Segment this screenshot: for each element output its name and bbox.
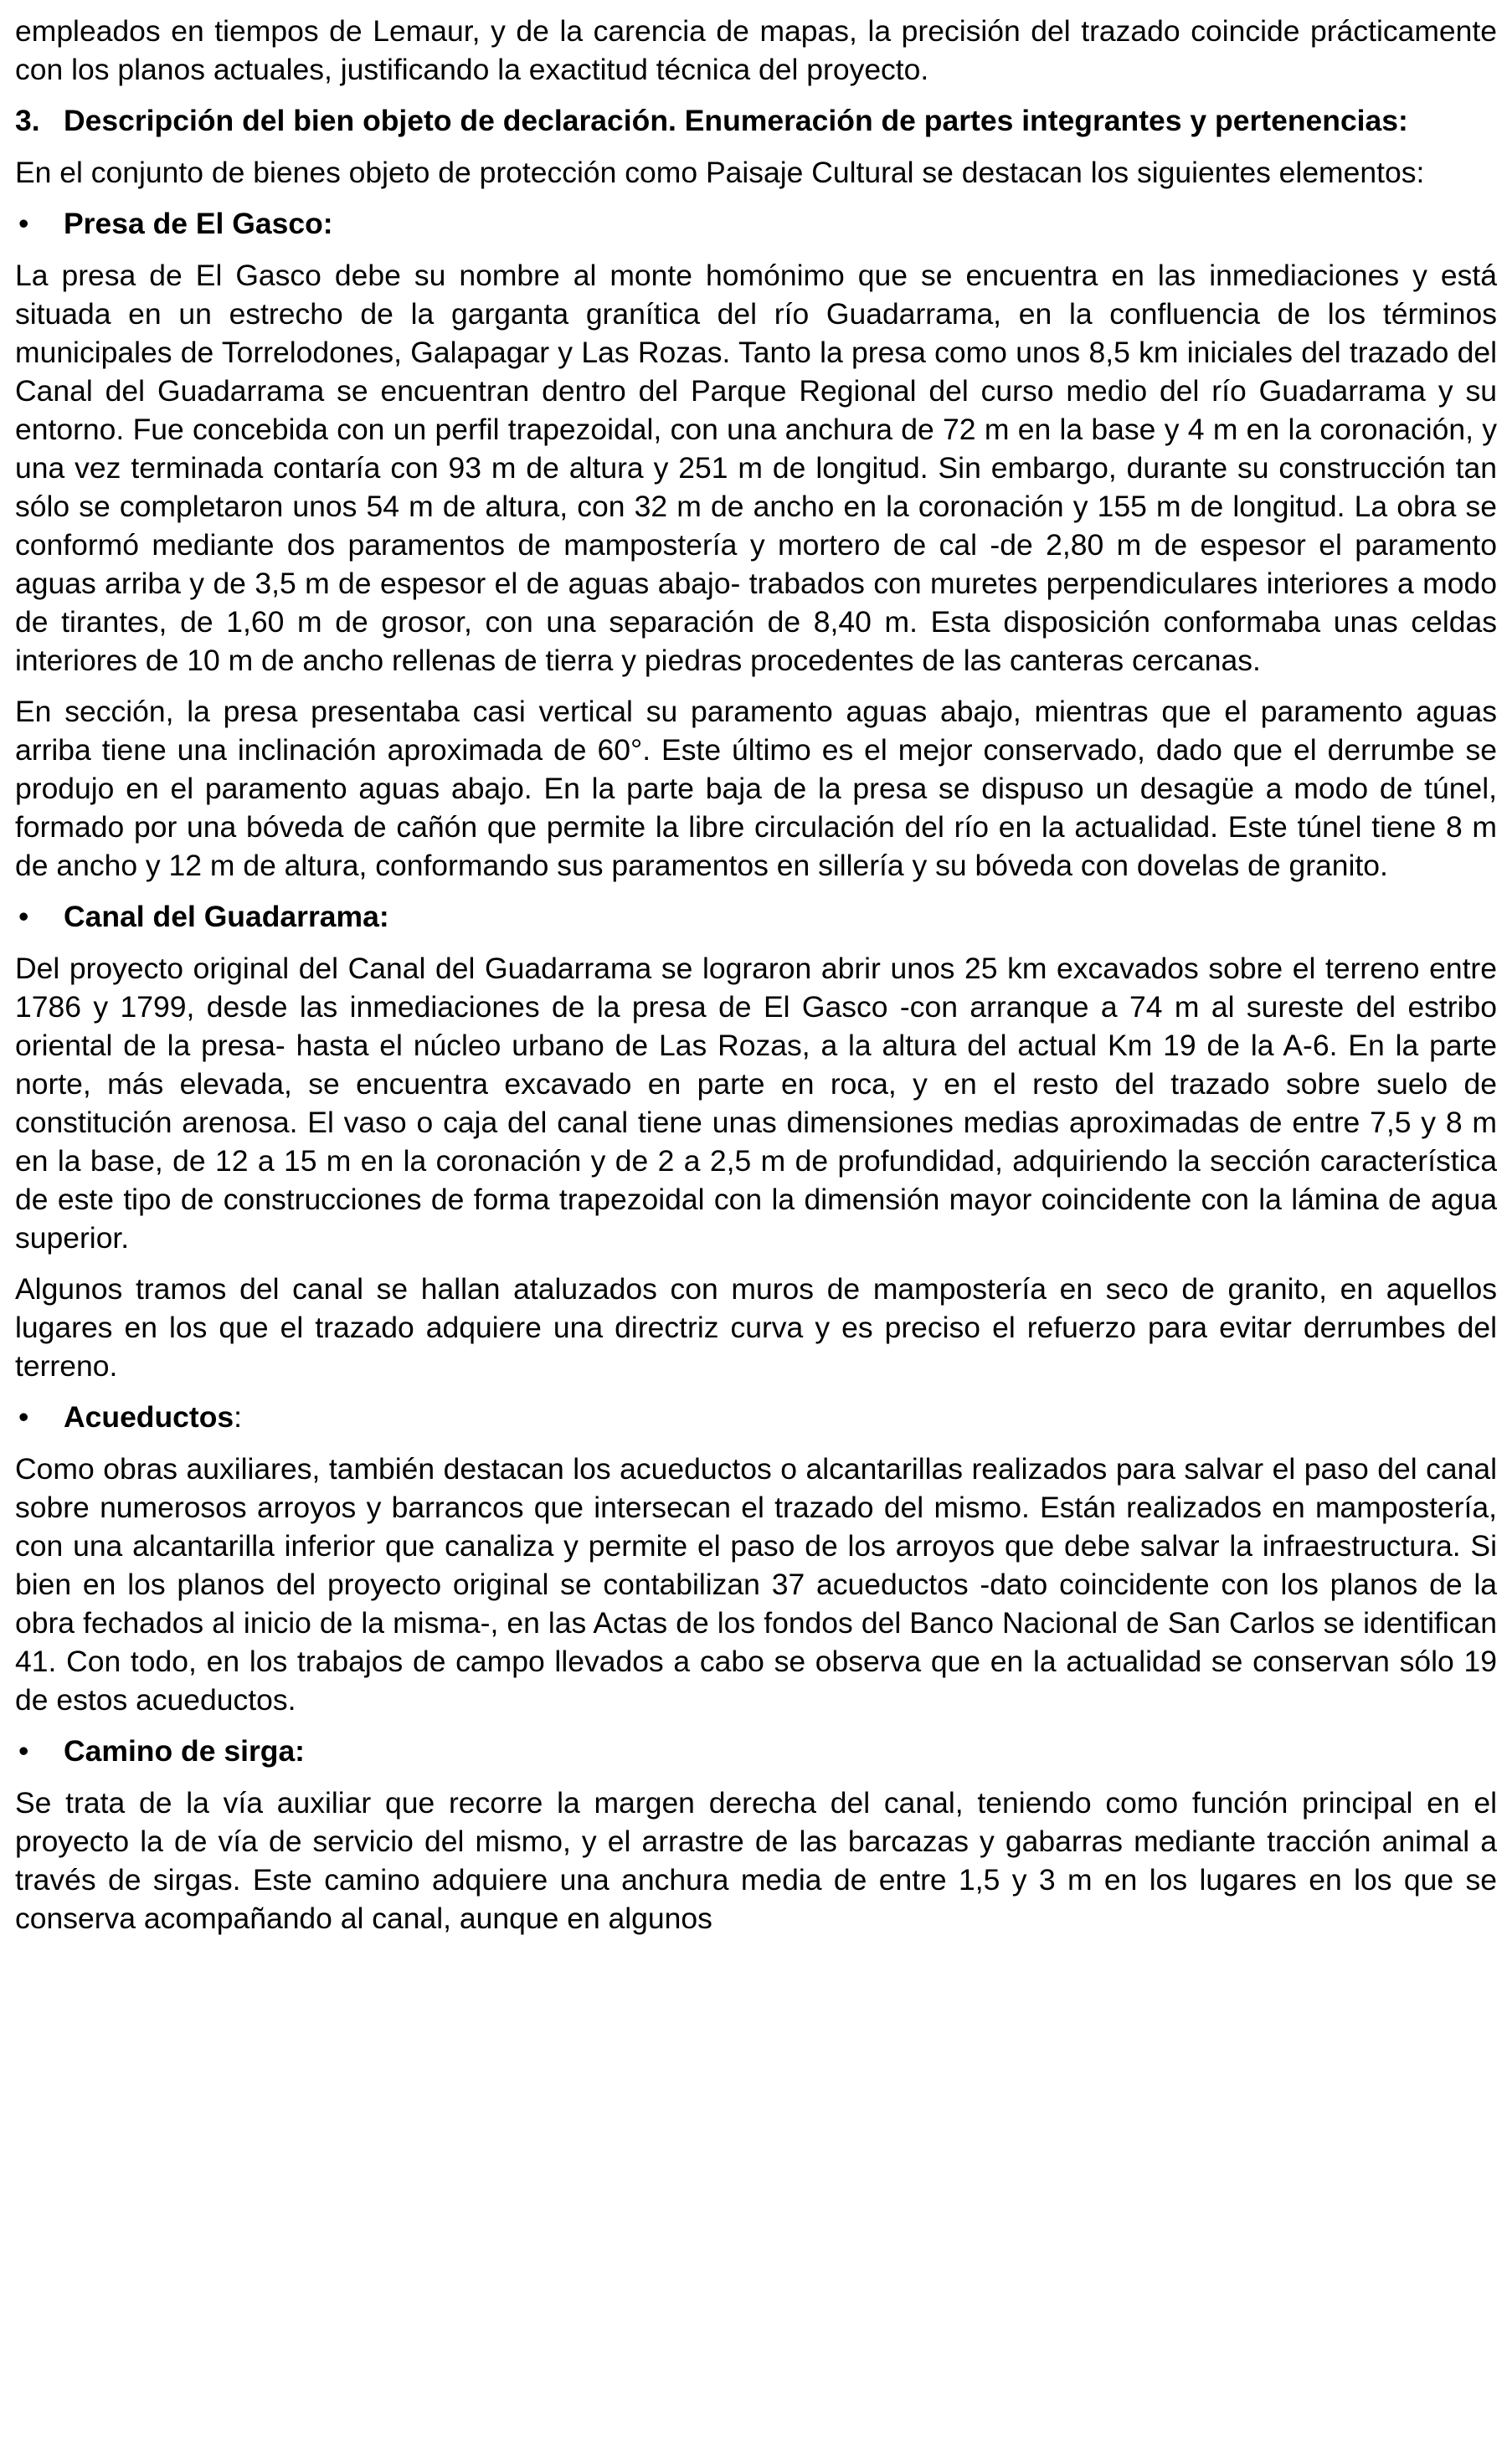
body-paragraph: Algunos tramos del canal se hallan ataluzados con muros de mampostería en seco de granito, en aquellos lugares en los que el trazado adquiere una directriz curva y es preciso el refuerzo para evitar derrumbes del terreno. bbox=[15, 1272, 1497, 1383]
body-paragraph: Se trata de la vía auxiliar que recorre la margen derecha del canal, teniendo como función principal en el proyecto la de vía de servicio del mismo, y el arrastre de las barcazas y gabarras mediante tracción animal a través de sirgas. Este camino adquiere una anchura media de entre 1,5 y 3 m en los lugares en los que se conserva acompañando al canal, aunque en algunos bbox=[15, 1786, 1497, 1935]
bullet-marker: • bbox=[18, 900, 29, 933]
body-paragraph: Como obras auxiliares, también destacan los acueductos o alcantarillas realizados para salvar el paso del canal sobre numerosos arroyos y barrancos que intersecan el trazado del mismo. Están realizados en mampostería, con una alcantarilla inferior que canaliza y permite el paso de los arroyos que debe salvar la infraestructura. Si bien en los planos del proyecto original se contabilizan 37 acueductos -dato coincidente con los planos de la obra fechados al inicio de la misma-, en las Actas de los fondos del Banco Nacional de San Carlos se identifican 41. Con todo, en los trabajos de campo llevados a cabo se observa que en la actualidad se conservan sólo 19 de estos acueductos. bbox=[15, 1452, 1497, 1717]
document-page bbox=[15, 12, 1497, 1950]
bullet-marker: • bbox=[18, 207, 29, 240]
section-heading bbox=[15, 101, 1497, 140]
bullet-title: Presa de El Gasco: bbox=[64, 207, 333, 240]
intro-paragraph: empleados en tiempos de Lemaur, y de la carencia de mapas, la precisión del trazado coincide prácticamente con los planos actuales, justificando la exactitud técnica del proyecto. bbox=[15, 14, 1497, 86]
bullet-title: Canal del Guadarrama: bbox=[64, 900, 389, 933]
bullet-heading-presa bbox=[15, 204, 1497, 243]
bullet-heading-camino bbox=[15, 1732, 1497, 1770]
bullet-title: Acueductos bbox=[64, 1400, 234, 1434]
bullet-title: Camino de sirga: bbox=[64, 1734, 306, 1768]
body-paragraph: Del proyecto original del Canal del Guadarrama se lograron abrir unos 25 km excavados sobre el terreno entre 1786 y 1799, desde las inmediaciones de la presa de El Gasco -con arranque a 74 m al sureste del estribo oriental de la presa- hasta el núcleo urbano de Las Rozas, a la altura del actual Km 19 de la A-6. En la parte norte, más elevada, se encuentra excavado en parte en roca, y en el resto del trazado sobre suelo de constitución arenosa. El vaso o caja del canal tiene unas dimensiones medias aproximadas de entre 7,5 y 8 m en la base, de 12 a 15 m en la coronación y de 2 a 2,5 m de profundidad, adquiriendo la sección característica de este tipo de construcciones de forma trapezoidal con la dimensión mayor coincidente con la lámina de agua superior. bbox=[15, 952, 1497, 1255]
section-title: Descripción del bien objeto de declaración. Enumeración de partes integrantes y pertenencias: bbox=[64, 104, 1408, 137]
section-intro-paragraph: En el conjunto de bienes objeto de protección como Paisaje Cultural se destacan los siguientes elementos: bbox=[15, 156, 1425, 189]
bullet-heading-canal bbox=[15, 897, 1497, 936]
body-paragraph: En sección, la presa presentaba casi vertical su paramento aguas abajo, mientras que el paramento aguas arriba tiene una inclinación aproximada de 60°. Este último es el mejor conservado, dado que el derrumbe se produjo en el paramento aguas abajo. En la parte baja de la presa se dispuso un desagüe a modo de túnel, formado por una bóveda de cañón que permite la libre circulación del río en la actualidad. Este túnel tiene 8 m de ancho y 12 m de altura, conformando sus paramentos en sillería y su bóveda con dovelas de granito. bbox=[15, 695, 1497, 882]
bullet-marker: • bbox=[18, 1400, 29, 1434]
section-number: 3. bbox=[15, 104, 40, 137]
bullet-marker: • bbox=[18, 1734, 29, 1768]
bullet-title-suffix: : bbox=[234, 1400, 243, 1434]
bullet-heading-acueductos bbox=[15, 1398, 1497, 1436]
body-paragraph: La presa de El Gasco debe su nombre al monte homónimo que se encuentra en las inmediaciones y está situada en un estrecho de la garganta granítica del río Guadarrama, en la confluencia de los términos municipales de Torrelodones, Galapagar y Las Rozas. Tanto la presa como unos 8,5 km iniciales del trazado del Canal del Guadarrama se encuentran dentro del Parque Regional del curso medio del río Guadarrama y su entorno. Fue concebida con un perfil trapezoidal, con una anchura de 72 m en la base y 4 m en la coronación, y una vez terminada contaría con 93 m de altura y 251 m de longitud. Sin embargo, durante su construcción tan sólo se completaron unos 54 m de altura, con 32 m de ancho en la coronación y 155 m de longitud. La obra se conformó mediante dos paramentos de mampostería y mortero de cal -de 2,80 m de espesor el paramento aguas arriba y de 3,5 m de espesor el de aguas abajo- trabados con muretes perpendiculares interiores a modo de tirantes, de 1,60 m de grosor, con una separación de 8,40 m. Esta disposición conformaba unas celdas interiores de 10 m de ancho rellenas de tierra y piedras procedentes de las canteras cercanas. bbox=[15, 259, 1497, 677]
